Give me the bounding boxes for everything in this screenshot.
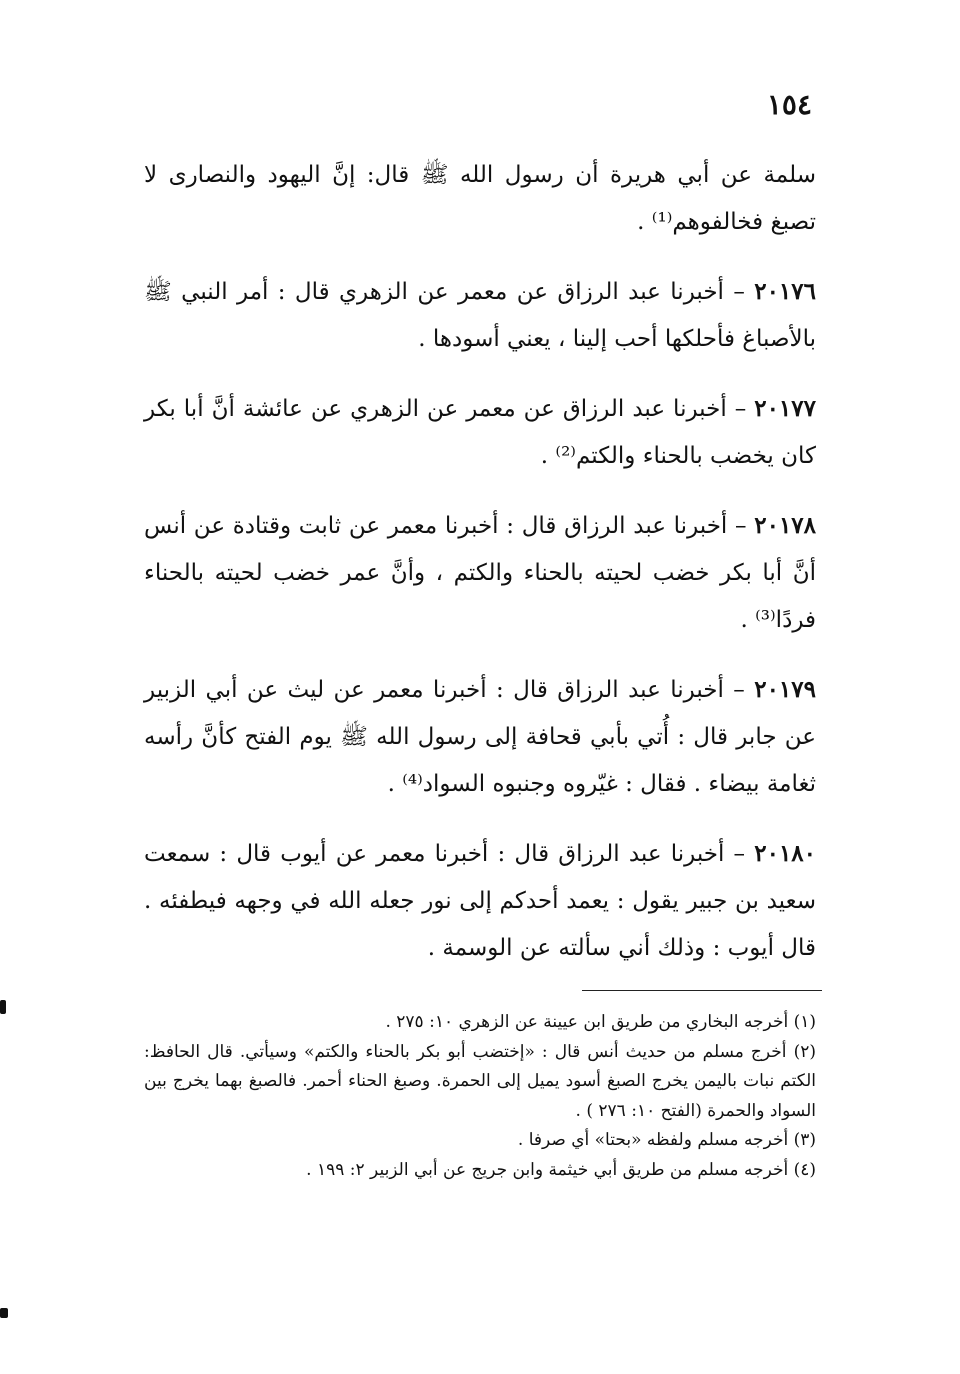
hadith-20176 — [144, 268, 816, 363]
hadith-number: ٢٠١٧٦ — [754, 278, 816, 305]
paragraph-text: – أخبرنا عبد الرزاق قال : أخبرنا معمر عن ثابت وقتادة عن أنس أنَّ أبا بكر خضب لحيته بالحناء والكتم ، وأنَّ عمر خضب لحيته بالحناء فردًا⁽³⁾ . — [144, 513, 816, 633]
paragraph-text: – أخبرنا عبد الرزاق قال : أخبرنا معمر عن أيوب قال : سمعت سعيد بن جبير يقول : يعمد أحدكم إلى نور جعله الله في وجهه فيطفئه . قال أيوب : وذلك أني سألته عن الوسمة . — [144, 841, 816, 961]
scan-edge-mark — [0, 1308, 8, 1318]
hadith-20177 — [144, 385, 816, 480]
page-number: ١٥٤ — [766, 88, 812, 121]
hadith-20179 — [144, 666, 816, 808]
footnote-4: (٤) أخرجه مسلم من طريق أبي خيثمة وابن جريج عن أبي الزبير ٢: ١٩٩ . — [306, 1159, 816, 1180]
paragraph-continuation — [144, 152, 816, 246]
footnote-3: (٣) أخرجه مسلم ولفظه «بحتا» أي صرفا . — [517, 1130, 816, 1150]
hadith-20180 — [144, 830, 816, 972]
scan-edge-mark — [0, 1000, 6, 1014]
hadith-number: ٢٠١٧٩ — [754, 676, 816, 703]
footnote-separator — [582, 990, 822, 991]
hadith-20178 — [144, 502, 816, 644]
hadith-number: ٢٠١٧٨ — [754, 512, 817, 539]
footnote-1: (١) أخرجه البخاري من طريق ابن عيينة عن الزهري ١٠: ٢٧٥ . — [385, 1012, 816, 1032]
paragraph-text: – أخبرنا عبد الرزاق قال : أخبرنا معمر عن ليث عن أبي الزبير عن جابر قال : أُتي بأبي قحافة إلى رسول الله ﷺ يوم الفتح كأنَّ رأسه ثغامة بيضاء . فقال : غيّروه وجنبوه السواد⁽⁴⁾ . — [144, 677, 816, 797]
paragraph-text: سلمة عن أبي هريرة أن رسول الله ﷺ قال: إنَّ اليهود والنصارى لا تصبغ فخالفوهم⁽¹⁾ . — [144, 162, 816, 235]
hadith-number: ٢٠١٨٠ — [754, 840, 817, 867]
paragraph-text: – أخبرنا عبد الرزاق عن معمر عن الزهري عن عائشة أنَّ أبا بكر كان يخضب بالحناء والكتم⁽²⁾ . — [144, 396, 816, 469]
paragraph-text: – أخبرنا عبد الرزاق عن معمر عن الزهري قال : أمر النبي ﷺ بالأصباغ فأحلكها أحب إلينا ، يعني أسودها . — [144, 279, 816, 352]
hadith-number: ٢٠١٧٧ — [754, 395, 816, 422]
main-text — [144, 152, 816, 994]
footnotes — [144, 1008, 816, 1185]
footnote-2: (٢) أخرج مسلم من حديث أنس قال : «إختضب أبو بكر بالحناء والكتم» وسيأتي. قال الحافظ: الكتم نبات باليمن يخرج الصبغ أسود يميل إلى الحمرة. وصبغ الحناء أحمر. فالصبغ بهما يخرج بين السواد والحمرة (الفتح ١٠: ٢٧٦ ) . — [144, 1041, 816, 1121]
